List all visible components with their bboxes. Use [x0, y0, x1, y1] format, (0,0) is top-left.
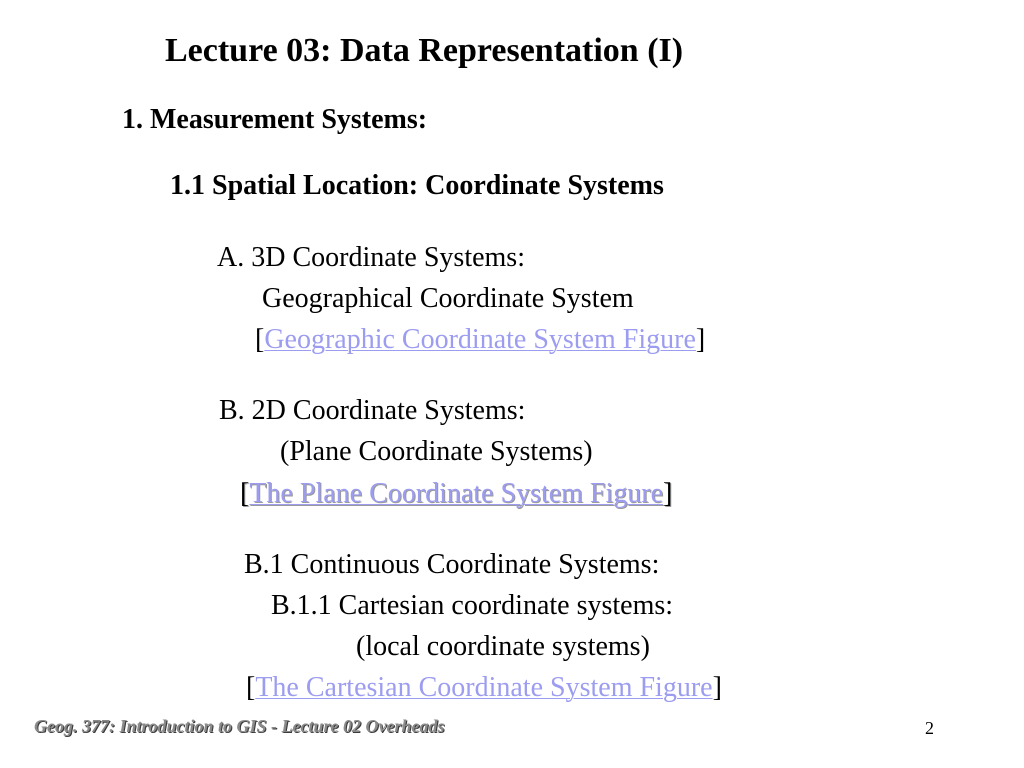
geographic-figure-link[interactable]: Geographic Coordinate System Figure: [264, 324, 696, 355]
subsection-heading: 1.1 Spatial Location: Coordinate Systems: [170, 170, 664, 201]
bracket-close: ]: [712, 672, 722, 703]
bracket-open: [: [246, 672, 256, 703]
section-heading: 1. Measurement Systems:: [122, 104, 428, 135]
bracket-open: [: [255, 324, 265, 355]
item-a-link-line: [255, 326, 705, 354]
item-a-sub: Geographical Coordinate System: [262, 283, 634, 314]
cartesian-figure-link[interactable]: The Cartesian Coordinate System Figure: [255, 672, 713, 703]
bracket-close: ]: [695, 324, 706, 355]
item-b1-label: B.1 Continuous Coordinate Systems:: [244, 549, 660, 580]
slide-title: Lecture 03: Data Representation (I): [165, 32, 684, 69]
item-b-label: B. 2D Coordinate Systems:: [219, 395, 526, 426]
item-b1-link-line: [246, 674, 722, 702]
footer-course-label: Geog. 377: Introduction to GIS - Lecture 02 Overheads: [34, 716, 445, 736]
item-b-link-line: [240, 480, 672, 508]
bracket-close: ]: [663, 478, 673, 509]
item-b1-sub2: (local coordinate systems): [356, 631, 650, 662]
bracket-open: [: [240, 478, 250, 509]
item-b-sub: (Plane Coordinate Systems): [280, 436, 593, 467]
page-number: 2: [925, 718, 934, 738]
plane-figure-link[interactable]: The Plane Coordinate System Figure: [249, 478, 664, 509]
item-a-label: A. 3D Coordinate Systems:: [217, 242, 525, 273]
item-b1-sub: B.1.1 Cartesian coordinate systems:: [271, 590, 674, 621]
